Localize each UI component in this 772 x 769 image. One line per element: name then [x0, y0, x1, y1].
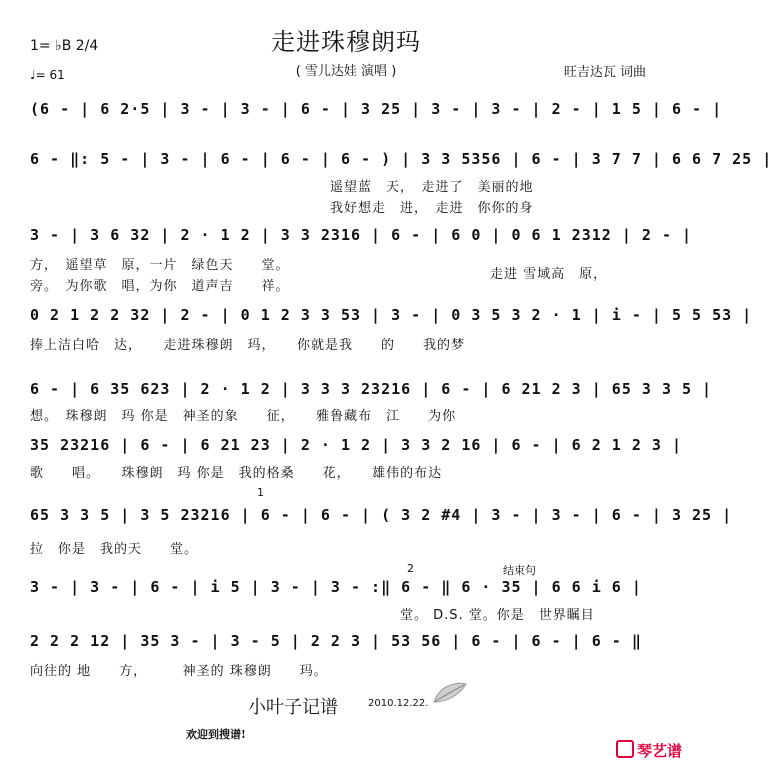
- lyric-row-3: 方， 遥望草 原，一片 绿色天 堂。: [30, 258, 290, 273]
- welcome-note: 欢迎到搜谱!: [186, 728, 246, 741]
- music-row-3: 3 - | 3 6 32 | 2 · 1 2 | 3 3 2316 | 6 - | 6 0 | 0 6 1 2312 | 2 - |: [30, 226, 693, 244]
- brand-icon: [616, 740, 634, 758]
- music-row-4: 0 2 1 2 2 32 | 2 - | 0 1 2 3 3 53 | 3 - | 0 3 5 3 2 · 1 | i - | 5 5 53 |: [30, 306, 753, 324]
- volta-2-marker: 2: [407, 562, 414, 575]
- transcription-date: 2010.12.22.: [368, 698, 429, 709]
- lyric-row-9: 拉 你是 我的天 堂。: [30, 542, 199, 557]
- transcriber-signature: 小叶子记谱: [248, 697, 338, 718]
- music-row-8: 3 - | 3 - | 6 - | i 5 | 3 - | 3 - :‖ 6 - ‖ 6 · 35 | 6 6 i 6 |: [30, 578, 642, 596]
- lyric-row-11: 向往的 地 方， 神圣的 珠穆朗 玛。: [30, 664, 328, 679]
- volta-1-marker: 1: [257, 486, 264, 499]
- leaf-icon: [430, 680, 470, 706]
- music-row-7: 65 3 3 5 | 3 5 23216 | 6 - | 6 - | ( 3 2 #4 | 3 - | 3 - | 6 - | 3 25 |: [30, 506, 733, 524]
- song-title: 走进珠穆朗玛: [271, 28, 421, 56]
- lyric-row-5: 走进 雪域高 原，: [490, 267, 608, 282]
- music-row-9: 2 2 2 12 | 35 3 - | 3 - 5 | 2 2 3 | 53 56 | 6 - | 6 - | 6 - ‖: [30, 632, 642, 650]
- lyric-row-4: 旁。 为你歌 唱，为你 道声吉 祥。: [30, 279, 290, 294]
- key-signature: 1= ♭B 2/4: [30, 38, 99, 54]
- lyric-row-8: 歌 唱。 珠穆朗 玛 你是 我的格桑 花， 雄伟的布达: [30, 466, 443, 481]
- music-row-2: 6 - ‖: 5 - | 3 - | 6 - | 6 - | 6 - ) | 3 3 5356 | 6 - | 3 7 7 | 6 6 7 25 |: [30, 150, 772, 168]
- music-row-5: 6 - | 6 35 623 | 2 · 1 2 | 3 3 3 23216 | 6 - | 6 21 2 3 | 65 3 3 5 |: [30, 380, 713, 398]
- lyric-row-1: 遥望蓝 天， 走进了 美丽的地: [330, 180, 534, 195]
- brand-logo: [616, 740, 682, 761]
- lyric-row-2: 我好想走 进， 走进 你你的身: [330, 201, 534, 216]
- music-row-1: (6 - | 6 2·5 | 3 - | 3 - | 6 - | 3 25 | 3 - | 3 - | 2 - | 1 5 | 6 - |: [30, 100, 723, 118]
- brand-label: 琴艺谱: [636, 742, 682, 760]
- ending-marker: 结束句: [503, 564, 536, 577]
- song-subtitle: ( 雪儿达娃 演唱 ): [295, 64, 397, 79]
- music-row-6: 35 23216 | 6 - | 6 21 23 | 2 · 1 2 | 3 3 2 16 | 6 - | 6 2 1 2 3 |: [30, 436, 682, 454]
- song-credit: 旺吉达瓦 词曲: [563, 65, 646, 80]
- lyric-row-6: 捧上洁白哈 达， 走进珠穆朗 玛， 你就是我 的 我的梦: [30, 338, 466, 353]
- lyric-row-7: 想。 珠穆朗 玛 你是 神圣的象 征， 雅鲁藏布 江 为你: [30, 409, 457, 424]
- tempo-marking: ♩= 61: [30, 68, 65, 82]
- lyric-row-10: 堂。 D.S. 堂。你是 世界瞩目: [400, 608, 595, 623]
